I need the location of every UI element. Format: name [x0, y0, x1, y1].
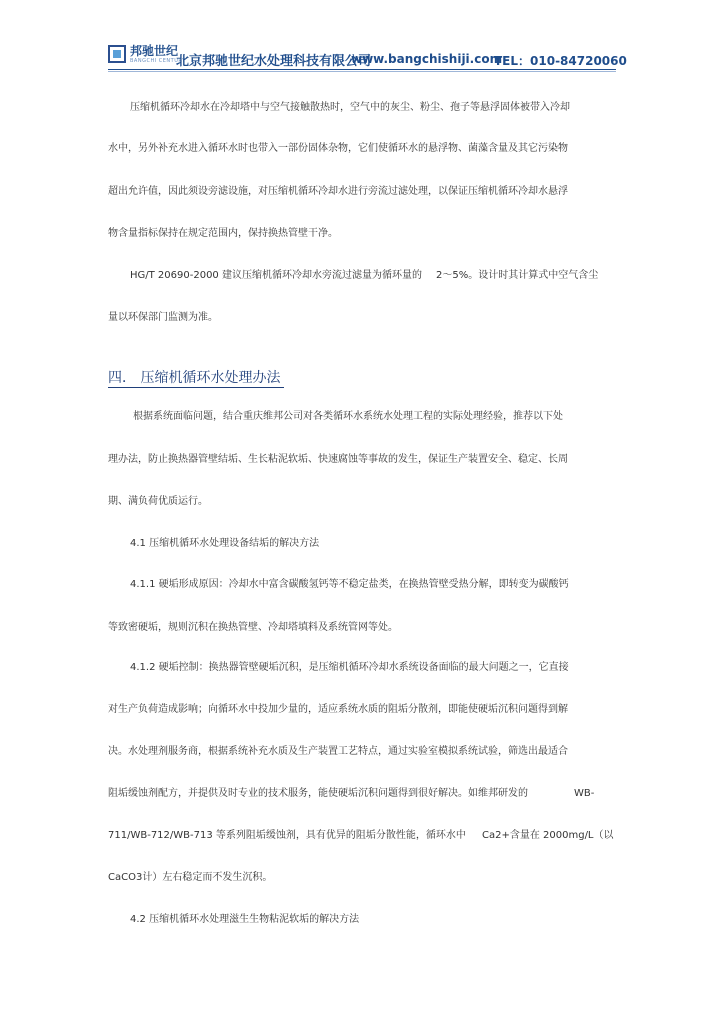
paragraph-line: 阻垢缓蚀剂配方，并提供及时专业的技术服务，能使硬垢沉积问题得到很好解决。如维邦研发的 [108, 788, 528, 799]
paragraph-line: 超出允许值，因此须设旁滤设施，对压缩机循环冷却水进行旁流过滤处理，以保证压缩机循环冷却水悬浮 [108, 186, 568, 197]
paragraph-line: HG/T 20690-2000 建议压缩机循环冷却水旁流过滤量为循环量的 [130, 270, 422, 281]
paragraph-line: 2～5%。设计时其计算式中空气含尘 [436, 270, 599, 281]
header-divider [108, 69, 616, 70]
paragraph-line: 期、满负荷优质运行。 [108, 496, 208, 507]
paragraph-line: WB- [574, 788, 595, 799]
heading-underline [108, 387, 284, 388]
paragraph-line: Ca2+含量在 2000mg/L（以 [482, 830, 614, 841]
paragraph-line: 压缩机循环冷却水在冷却塔中与空气接触散热时，空气中的灰尘、粉尘、孢子等悬浮固体被带入冷却 [130, 102, 570, 113]
logo-subtext: BANGCHI CENTURY [130, 58, 186, 64]
paragraph-line: 4.1.2 硬垢控制：换热器管壁硬垢沉积，是压缩机循环冷却水系统设备面临的最大问题之一，它直接 [130, 662, 569, 673]
header-divider-thin [108, 71, 616, 72]
paragraph-line: 决。水处理剂服务商，根据系统补充水质及生产装置工艺特点，通过实验室模拟系统试验，筛选出最适合 [108, 746, 568, 757]
paragraph-line: 4.1.1 硬垢形成原因：冷却水中富含碳酸氢钙等不稳定盐类，在换热管壁受热分解，即转变为碳酸钙 [130, 579, 569, 590]
company-name: 北京邦驰世纪水处理科技有限公司 [176, 54, 372, 69]
paragraph-line: 对生产负荷造成影响；向循环水中投加少量的，适应系统水质的阻垢分散剂，即能使硬垢沉积问题得到解 [108, 704, 568, 715]
company-website: www.bangchishiji.com [351, 52, 503, 66]
section-heading: 四． 压缩机循环水处理办法 [108, 370, 281, 386]
paragraph-line: CaCO3计）左右稳定而不发生沉积。 [108, 872, 273, 883]
paragraph-line: 等致密硬垢，规则沉积在换热管壁、冷却塔填料及系统管网等处。 [108, 622, 398, 633]
paragraph-line: 水中，另外补充水进入循环水时也带入一部份固体杂物，它们使循环水的悬浮物、菌藻含量及其它污染物 [108, 143, 568, 154]
company-logo [108, 44, 186, 66]
paragraph-line: 根据系统面临问题，结合重庆维邦公司对各类循环水系统水处理工程的实际处理经验，推荐以下处 [133, 411, 563, 422]
paragraph-line: 711/WB-712/WB-713 等系列阻垢缓蚀剂，具有优异的阻垢分散性能，循环水中 [108, 830, 466, 841]
subsection-heading: 4.1 压缩机循环水处理设备结垢的解决方法 [130, 538, 320, 549]
subsection-heading: 4.2 压缩机循环水处理滋生生物粘泥软垢的解决方法 [130, 914, 360, 925]
logo-mark-icon [108, 45, 126, 63]
paragraph-line: 物含量指标保持在规定范围内，保持换热管壁干净。 [108, 228, 338, 239]
company-phone: TEL：010-84720060 [494, 54, 627, 68]
letterhead [108, 42, 627, 72]
paragraph-line: 理办法，防止换热器管壁结垢、生长粘泥软垢、快速腐蚀等事故的发生，保证生产装置安全、稳定、长周 [108, 454, 568, 465]
logo-text: 邦驰世纪 [130, 44, 179, 58]
paragraph-line: 量以环保部门监测为准。 [108, 312, 218, 323]
